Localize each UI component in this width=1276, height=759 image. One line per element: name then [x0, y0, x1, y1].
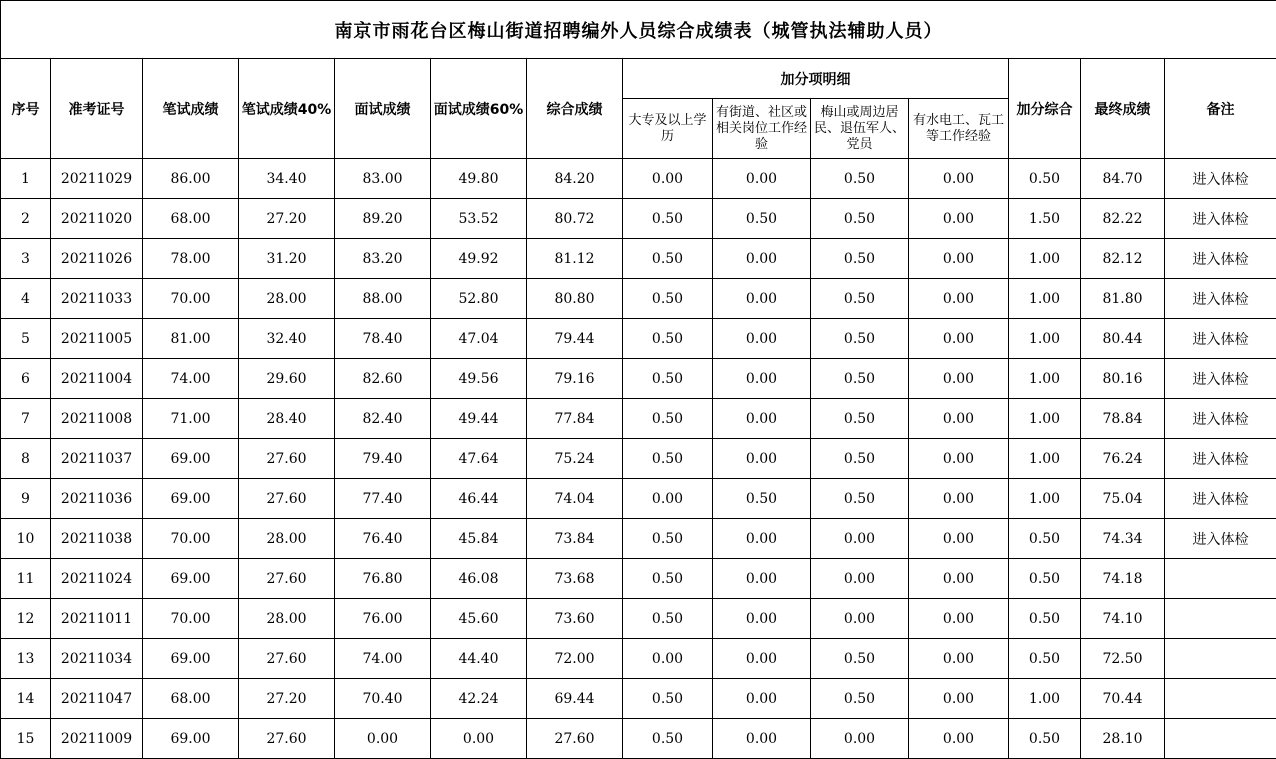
cell-bonus-experience: 0.00 [713, 519, 811, 559]
cell-seq: 10 [1, 519, 51, 559]
table-row [1, 719, 1276, 759]
cell-remark: 进入体检 [1165, 319, 1276, 359]
cell-bonus-total: 1.00 [1009, 319, 1081, 359]
cell-bonus-total: 0.50 [1009, 159, 1081, 199]
cell-bonus-resident: 0.50 [811, 159, 909, 199]
cell-seq: 7 [1, 399, 51, 439]
cell-written-40: 28.00 [239, 279, 335, 319]
cell-bonus-education: 0.50 [623, 199, 713, 239]
cell-bonus-experience: 0.00 [713, 239, 811, 279]
cell-bonus-education: 0.00 [623, 639, 713, 679]
cell-remark: 进入体检 [1165, 519, 1276, 559]
cell-composite: 73.84 [527, 519, 623, 559]
cell-seq: 13 [1, 639, 51, 679]
cell-written: 70.00 [143, 519, 239, 559]
cell-bonus-experience: 0.00 [713, 319, 811, 359]
cell-composite: 80.72 [527, 199, 623, 239]
cell-bonus-trade: 0.00 [909, 479, 1009, 519]
table-row [1, 599, 1276, 639]
header-written-40: 笔试成绩40% [239, 59, 335, 159]
cell-ticket: 20211004 [51, 359, 143, 399]
cell-final: 75.04 [1081, 479, 1165, 519]
cell-ticket: 20211024 [51, 559, 143, 599]
cell-remark [1165, 599, 1276, 639]
cell-seq: 8 [1, 439, 51, 479]
cell-interview: 78.40 [335, 319, 431, 359]
cell-bonus-total: 0.50 [1009, 519, 1081, 559]
cell-seq: 15 [1, 719, 51, 759]
cell-interview-60: 47.64 [431, 439, 527, 479]
cell-bonus-experience: 0.50 [713, 199, 811, 239]
cell-remark: 进入体检 [1165, 359, 1276, 399]
cell-bonus-education: 0.50 [623, 599, 713, 639]
cell-bonus-trade: 0.00 [909, 319, 1009, 359]
cell-bonus-experience: 0.50 [713, 479, 811, 519]
cell-written-40: 34.40 [239, 159, 335, 199]
cell-bonus-education: 0.50 [623, 439, 713, 479]
cell-bonus-resident: 0.00 [811, 519, 909, 559]
cell-interview-60: 49.44 [431, 399, 527, 439]
table-row [1, 239, 1276, 279]
cell-bonus-education: 0.00 [623, 479, 713, 519]
table-row [1, 639, 1276, 679]
cell-remark: 进入体检 [1165, 479, 1276, 519]
cell-ticket: 20211029 [51, 159, 143, 199]
cell-composite: 80.80 [527, 279, 623, 319]
cell-interview-60: 49.80 [431, 159, 527, 199]
table-row [1, 159, 1276, 199]
cell-ticket: 20211038 [51, 519, 143, 559]
cell-interview-60: 45.60 [431, 599, 527, 639]
header-bonus-experience: 有街道、社区或相关岗位工作经验 [713, 99, 811, 159]
cell-seq: 4 [1, 279, 51, 319]
cell-bonus-experience: 0.00 [713, 399, 811, 439]
cell-bonus-education: 0.50 [623, 719, 713, 759]
cell-final: 76.24 [1081, 439, 1165, 479]
cell-ticket: 20211033 [51, 279, 143, 319]
cell-interview-60: 0.00 [431, 719, 527, 759]
cell-interview: 76.80 [335, 559, 431, 599]
cell-remark [1165, 559, 1276, 599]
cell-interview: 82.60 [335, 359, 431, 399]
cell-bonus-trade: 0.00 [909, 599, 1009, 639]
cell-written: 69.00 [143, 479, 239, 519]
cell-bonus-trade: 0.00 [909, 559, 1009, 599]
cell-bonus-education: 0.00 [623, 159, 713, 199]
cell-bonus-trade: 0.00 [909, 359, 1009, 399]
cell-ticket: 20211011 [51, 599, 143, 639]
cell-composite: 75.24 [527, 439, 623, 479]
cell-bonus-trade: 0.00 [909, 639, 1009, 679]
cell-remark: 进入体检 [1165, 159, 1276, 199]
table-row [1, 559, 1276, 599]
cell-bonus-total: 1.00 [1009, 359, 1081, 399]
cell-bonus-experience: 0.00 [713, 559, 811, 599]
cell-composite: 79.16 [527, 359, 623, 399]
cell-ticket: 20211008 [51, 399, 143, 439]
cell-written-40: 27.60 [239, 479, 335, 519]
cell-bonus-total: 1.00 [1009, 279, 1081, 319]
table-row [1, 279, 1276, 319]
header-bonus-group: 加分项明细 [623, 59, 1009, 99]
cell-written: 71.00 [143, 399, 239, 439]
cell-final: 82.22 [1081, 199, 1165, 239]
header-bonus-education: 大专及以上学历 [623, 99, 713, 159]
cell-written: 74.00 [143, 359, 239, 399]
cell-interview-60: 49.56 [431, 359, 527, 399]
cell-written-40: 28.00 [239, 519, 335, 559]
cell-bonus-resident: 0.50 [811, 479, 909, 519]
cell-bonus-resident: 0.50 [811, 239, 909, 279]
cell-written-40: 27.60 [239, 439, 335, 479]
cell-final: 74.34 [1081, 519, 1165, 559]
cell-bonus-resident: 0.50 [811, 639, 909, 679]
cell-composite: 84.20 [527, 159, 623, 199]
cell-written-40: 29.60 [239, 359, 335, 399]
cell-written-40: 27.60 [239, 639, 335, 679]
cell-interview: 74.00 [335, 639, 431, 679]
cell-composite: 73.60 [527, 599, 623, 639]
cell-ticket: 20211020 [51, 199, 143, 239]
cell-interview: 82.40 [335, 399, 431, 439]
cell-seq: 11 [1, 559, 51, 599]
cell-seq: 5 [1, 319, 51, 359]
cell-bonus-total: 0.50 [1009, 599, 1081, 639]
cell-interview: 76.40 [335, 519, 431, 559]
cell-final: 80.44 [1081, 319, 1165, 359]
cell-bonus-education: 0.50 [623, 679, 713, 719]
cell-final: 81.80 [1081, 279, 1165, 319]
cell-interview-60: 45.84 [431, 519, 527, 559]
table-row [1, 439, 1276, 479]
cell-seq: 6 [1, 359, 51, 399]
cell-bonus-resident: 0.50 [811, 679, 909, 719]
cell-bonus-experience: 0.00 [713, 719, 811, 759]
cell-ticket: 20211026 [51, 239, 143, 279]
header-ticket: 准考证号 [51, 59, 143, 159]
cell-composite: 27.60 [527, 719, 623, 759]
table-row [1, 399, 1276, 439]
cell-written: 86.00 [143, 159, 239, 199]
cell-interview: 83.20 [335, 239, 431, 279]
cell-seq: 9 [1, 479, 51, 519]
cell-bonus-resident: 0.50 [811, 319, 909, 359]
header-remark: 备注 [1165, 59, 1276, 159]
cell-composite: 79.44 [527, 319, 623, 359]
cell-written: 69.00 [143, 559, 239, 599]
cell-interview: 89.20 [335, 199, 431, 239]
header-interview-60: 面试成绩60% [431, 59, 527, 159]
cell-interview-60: 46.44 [431, 479, 527, 519]
cell-bonus-resident: 0.00 [811, 719, 909, 759]
header-bonus-total: 加分综合 [1009, 59, 1081, 159]
header-interview: 面试成绩 [335, 59, 431, 159]
cell-bonus-resident: 0.50 [811, 199, 909, 239]
cell-written: 69.00 [143, 639, 239, 679]
cell-written: 69.00 [143, 439, 239, 479]
cell-bonus-trade: 0.00 [909, 679, 1009, 719]
cell-ticket: 20211034 [51, 639, 143, 679]
cell-final: 72.50 [1081, 639, 1165, 679]
cell-bonus-trade: 0.00 [909, 159, 1009, 199]
cell-bonus-experience: 0.00 [713, 639, 811, 679]
cell-composite: 73.68 [527, 559, 623, 599]
cell-remark [1165, 679, 1276, 719]
cell-bonus-total: 1.00 [1009, 439, 1081, 479]
cell-interview: 77.40 [335, 479, 431, 519]
cell-remark: 进入体检 [1165, 399, 1276, 439]
cell-seq: 12 [1, 599, 51, 639]
cell-interview-60: 52.80 [431, 279, 527, 319]
cell-composite: 81.12 [527, 239, 623, 279]
cell-bonus-resident: 0.00 [811, 559, 909, 599]
table-row [1, 479, 1276, 519]
cell-final: 74.10 [1081, 599, 1165, 639]
cell-bonus-total: 0.50 [1009, 639, 1081, 679]
cell-bonus-total: 0.50 [1009, 559, 1081, 599]
cell-bonus-experience: 0.00 [713, 279, 811, 319]
cell-written: 78.00 [143, 239, 239, 279]
cell-bonus-trade: 0.00 [909, 719, 1009, 759]
cell-written-40: 28.40 [239, 399, 335, 439]
cell-interview: 0.00 [335, 719, 431, 759]
cell-written-40: 31.20 [239, 239, 335, 279]
cell-bonus-resident: 0.50 [811, 279, 909, 319]
cell-bonus-resident: 0.50 [811, 359, 909, 399]
cell-final: 82.12 [1081, 239, 1165, 279]
header-seq: 序号 [1, 59, 51, 159]
cell-written: 68.00 [143, 199, 239, 239]
cell-remark: 进入体检 [1165, 279, 1276, 319]
header-bonus-resident: 梅山或周边居民、退伍军人、党员 [811, 99, 909, 159]
cell-bonus-resident: 0.50 [811, 439, 909, 479]
cell-ticket: 20211009 [51, 719, 143, 759]
cell-seq: 1 [1, 159, 51, 199]
cell-final: 78.84 [1081, 399, 1165, 439]
table-row [1, 319, 1276, 359]
cell-bonus-education: 0.50 [623, 239, 713, 279]
cell-interview: 88.00 [335, 279, 431, 319]
table-row [1, 679, 1276, 719]
cell-interview: 76.00 [335, 599, 431, 639]
cell-seq: 14 [1, 679, 51, 719]
cell-final: 84.70 [1081, 159, 1165, 199]
cell-bonus-experience: 0.00 [713, 359, 811, 399]
cell-seq: 3 [1, 239, 51, 279]
cell-composite: 69.44 [527, 679, 623, 719]
cell-bonus-education: 0.50 [623, 559, 713, 599]
cell-ticket: 20211036 [51, 479, 143, 519]
cell-ticket: 20211005 [51, 319, 143, 359]
cell-ticket: 20211047 [51, 679, 143, 719]
cell-ticket: 20211037 [51, 439, 143, 479]
cell-bonus-trade: 0.00 [909, 239, 1009, 279]
cell-interview-60: 42.24 [431, 679, 527, 719]
cell-bonus-total: 1.00 [1009, 679, 1081, 719]
page-title: 南京市雨花台区梅山街道招聘编外人员综合成绩表（城管执法辅助人员） [1, 1, 1276, 59]
cell-final: 70.44 [1081, 679, 1165, 719]
cell-bonus-resident: 0.50 [811, 399, 909, 439]
cell-interview: 83.00 [335, 159, 431, 199]
cell-interview-60: 47.04 [431, 319, 527, 359]
cell-remark [1165, 639, 1276, 679]
cell-bonus-trade: 0.00 [909, 199, 1009, 239]
cell-written: 68.00 [143, 679, 239, 719]
header-bonus-trade: 有水电工、瓦工等工作经验 [909, 99, 1009, 159]
header-composite: 综合成绩 [527, 59, 623, 159]
cell-seq: 2 [1, 199, 51, 239]
cell-bonus-experience: 0.00 [713, 679, 811, 719]
cell-bonus-experience: 0.00 [713, 159, 811, 199]
cell-interview: 79.40 [335, 439, 431, 479]
cell-bonus-education: 0.50 [623, 359, 713, 399]
cell-bonus-education: 0.50 [623, 519, 713, 559]
cell-bonus-trade: 0.00 [909, 399, 1009, 439]
cell-written-40: 27.60 [239, 719, 335, 759]
cell-bonus-education: 0.50 [623, 279, 713, 319]
cell-written: 70.00 [143, 279, 239, 319]
cell-remark: 进入体检 [1165, 439, 1276, 479]
cell-bonus-trade: 0.00 [909, 519, 1009, 559]
cell-bonus-trade: 0.00 [909, 439, 1009, 479]
cell-interview-60: 53.52 [431, 199, 527, 239]
cell-written: 70.00 [143, 599, 239, 639]
cell-remark [1165, 719, 1276, 759]
cell-interview: 70.40 [335, 679, 431, 719]
cell-remark: 进入体检 [1165, 239, 1276, 279]
cell-final: 80.16 [1081, 359, 1165, 399]
cell-bonus-education: 0.50 [623, 319, 713, 359]
cell-bonus-trade: 0.00 [909, 279, 1009, 319]
cell-bonus-total: 1.00 [1009, 239, 1081, 279]
cell-bonus-total: 1.00 [1009, 399, 1081, 439]
cell-written: 81.00 [143, 319, 239, 359]
cell-final: 28.10 [1081, 719, 1165, 759]
cell-remark: 进入体检 [1165, 199, 1276, 239]
header-written: 笔试成绩 [143, 59, 239, 159]
cell-bonus-experience: 0.00 [713, 599, 811, 639]
cell-written-40: 28.00 [239, 599, 335, 639]
cell-bonus-resident: 0.00 [811, 599, 909, 639]
table-row [1, 199, 1276, 239]
cell-written-40: 27.20 [239, 199, 335, 239]
cell-written-40: 27.60 [239, 559, 335, 599]
cell-written-40: 32.40 [239, 319, 335, 359]
cell-bonus-experience: 0.00 [713, 439, 811, 479]
cell-written-40: 27.20 [239, 679, 335, 719]
cell-bonus-total: 0.50 [1009, 719, 1081, 759]
cell-bonus-total: 1.50 [1009, 199, 1081, 239]
cell-composite: 77.84 [527, 399, 623, 439]
cell-interview-60: 44.40 [431, 639, 527, 679]
cell-composite: 74.04 [527, 479, 623, 519]
cell-bonus-education: 0.50 [623, 399, 713, 439]
header-final: 最终成绩 [1081, 59, 1165, 159]
cell-written: 69.00 [143, 719, 239, 759]
cell-composite: 72.00 [527, 639, 623, 679]
table-row [1, 359, 1276, 399]
cell-bonus-total: 1.00 [1009, 479, 1081, 519]
cell-interview-60: 49.92 [431, 239, 527, 279]
cell-interview-60: 46.08 [431, 559, 527, 599]
table-row [1, 519, 1276, 559]
cell-final: 74.18 [1081, 559, 1165, 599]
